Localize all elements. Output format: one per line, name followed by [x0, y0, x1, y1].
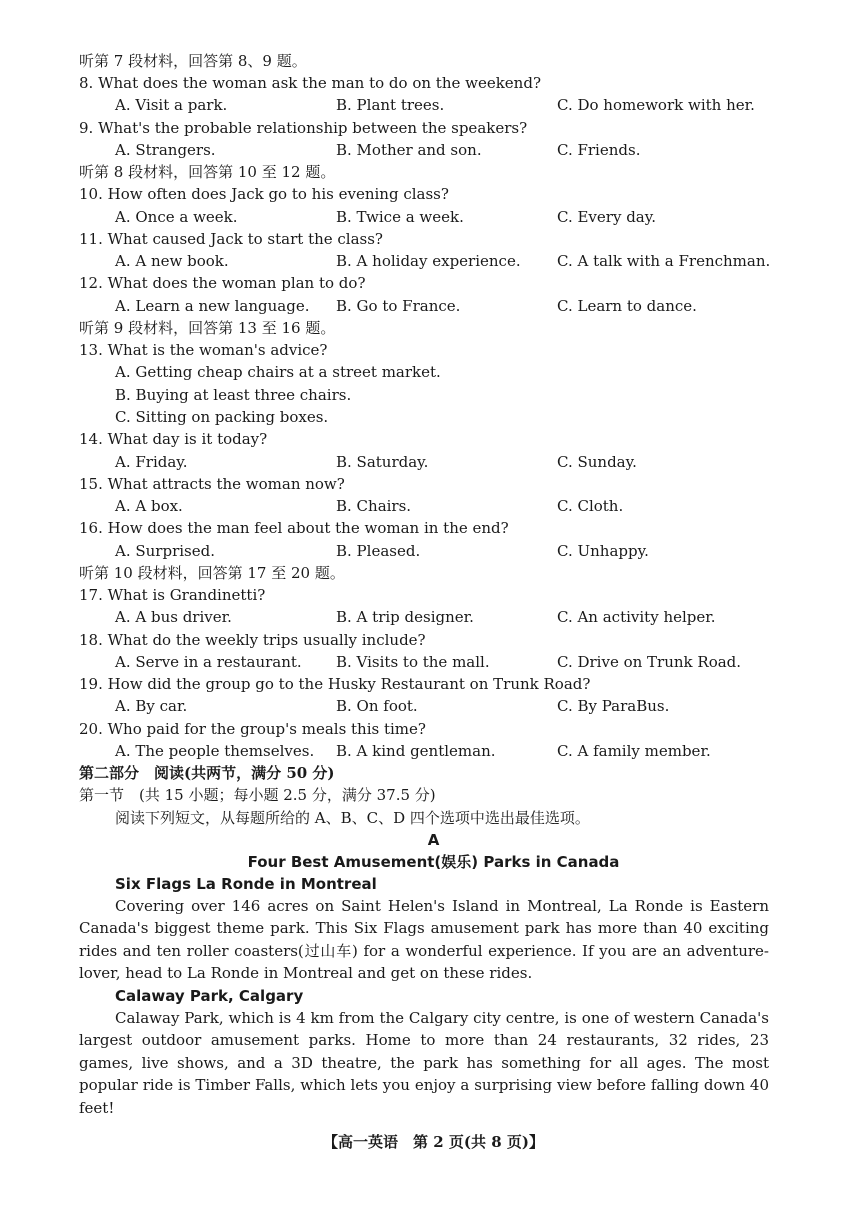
passage-letter: A: [427, 831, 440, 849]
option-c: C. A talk with a Frenchman.: [557, 252, 771, 270]
option-b: B. Chairs.: [336, 497, 412, 515]
option-a: A. A box.: [115, 497, 183, 515]
option-row: [0, 651, 867, 673]
option-row: [0, 740, 867, 762]
option-b: B. Saturday.: [336, 453, 429, 471]
option-row: [0, 94, 867, 116]
question-stem: 15. What attracts the woman now?: [79, 475, 345, 493]
option-b: B. Pleased.: [336, 542, 421, 560]
question-stem: 19. How did the group go to the Husky Restaurant on Trunk Road?: [79, 675, 591, 693]
park-heading: Calaway Park, Calgary: [115, 987, 304, 1005]
option-b: B. A kind gentleman.: [336, 742, 496, 760]
question-stem: 11. What caused Jack to start the class?: [79, 230, 383, 248]
option-c: C. Every day.: [557, 208, 656, 226]
option-b: B. Twice a week.: [336, 208, 464, 226]
option-a: A. Surprised.: [115, 542, 215, 560]
option-row: [0, 250, 867, 272]
option-a: A. Strangers.: [115, 141, 216, 159]
option-a: A. The people themselves.: [115, 742, 315, 760]
option-c: C. Sunday.: [557, 453, 637, 471]
park-paragraph: [79, 1007, 769, 1119]
option-b: B. Mother and son.: [336, 141, 482, 159]
option-a: A. A bus driver.: [115, 608, 232, 626]
option-b: B. Go to France.: [336, 297, 461, 315]
option-c: C. A family member.: [557, 742, 711, 760]
option-b: B. Buying at least three chairs.: [115, 386, 352, 404]
option-c: C. Cloth.: [557, 497, 624, 515]
section-heading: 听第 7 段材料，回答第 8、9 题。: [79, 52, 307, 70]
option-c: C. Friends.: [557, 141, 641, 159]
option-row: [0, 695, 867, 717]
option-a: A. Once a week.: [115, 208, 238, 226]
paragraph-text: Calaway Park, which is 4 km from the Calgary city centre, is one of western Canada's largest outdoor amusement parks. Home to more than 24 restaurants, 32 rides, 23 games, live shows, and a 3D theatre, the park has something for all ages. The most popular ride is Timber Falls, which lets you enjoy a surprising view before falling down 40 feet!: [79, 1009, 769, 1117]
passage-title: Four Best Amusement(娱乐) Parks in Canada: [247, 853, 620, 871]
option-a: A. Learn a new language.: [115, 297, 310, 315]
park-heading: Six Flags La Ronde in Montreal: [115, 875, 377, 893]
option-a: A. Friday.: [115, 453, 188, 471]
option-c: C. Unhappy.: [557, 542, 649, 560]
part-title: 第二部分 阅读(共两节，满分 50 分): [79, 764, 335, 782]
option-row: [0, 451, 867, 473]
instruction: 阅读下列短文，从每题所给的 A、B、C、D 四个选项中选出最佳选项。: [115, 809, 590, 827]
option-row: [0, 540, 867, 562]
option-c: C. By ParaBus.: [557, 697, 670, 715]
paragraph-text: Covering over 146 acres on Saint Helen's Island in Montreal, La Ronde is Eastern Canada's biggest theme park. This Six Flags amusement park has more than 40 exciting rides and ten roller coasters(过山车) for a wonderful experience. If you are an adventure-lover, head to La Ronde in Montreal and get on these rides.: [79, 897, 769, 983]
option-c: C. Drive on Trunk Road.: [557, 653, 742, 671]
option-b: B. On foot.: [336, 697, 418, 715]
park-paragraph: [79, 895, 769, 985]
page-footer: 【高一英语 第 2 页(共 8 页)】: [323, 1133, 544, 1151]
option-b: B. Plant trees.: [336, 96, 445, 114]
question-stem: 20. Who paid for the group's meals this time?: [79, 720, 426, 738]
question-stem: 13. What is the woman's advice?: [79, 341, 328, 359]
option-c: C. Sitting on packing boxes.: [115, 408, 329, 426]
option-a: A. Visit a park.: [115, 96, 228, 114]
question-stem: 16. How does the man feel about the woman in the end?: [79, 519, 509, 537]
option-a: A. Getting cheap chairs at a street market.: [115, 363, 441, 381]
option-b: B. Visits to the mall.: [336, 653, 490, 671]
question-stem: 18. What do the weekly trips usually include?: [79, 631, 426, 649]
question-stem: 17. What is Grandinetti?: [79, 586, 266, 604]
option-c: C. An activity helper.: [557, 608, 716, 626]
section-heading: 听第 9 段材料，回答第 13 至 16 题。: [79, 319, 336, 337]
option-row: [0, 295, 867, 317]
option-row: [0, 495, 867, 517]
section-heading: 听第 8 段材料，回答第 10 至 12 题。: [79, 163, 336, 181]
option-b: B. A trip designer.: [336, 608, 474, 626]
option-a: A. By car.: [115, 697, 188, 715]
section-heading: 听第 10 段材料，回答第 17 至 20 题。: [79, 564, 345, 582]
question-stem: 9. What's the probable relationship between the speakers?: [79, 119, 528, 137]
option-row: [0, 206, 867, 228]
question-stem: 8. What does the woman ask the man to do on the weekend?: [79, 74, 541, 92]
option-row: [0, 606, 867, 628]
option-row: [0, 139, 867, 161]
option-a: A. A new book.: [115, 252, 229, 270]
option-c: C. Learn to dance.: [557, 297, 697, 315]
section-title: 第一节 (共 15 小题；每小题 2.5 分，满分 37.5 分): [79, 786, 436, 804]
option-a: A. Serve in a restaurant.: [115, 653, 302, 671]
question-stem: 10. How often does Jack go to his evening class?: [79, 185, 449, 203]
question-stem: 12. What does the woman plan to do?: [79, 274, 366, 292]
question-stem: 14. What day is it today?: [79, 430, 268, 448]
option-b: B. A holiday experience.: [336, 252, 521, 270]
option-c: C. Do homework with her.: [557, 96, 755, 114]
